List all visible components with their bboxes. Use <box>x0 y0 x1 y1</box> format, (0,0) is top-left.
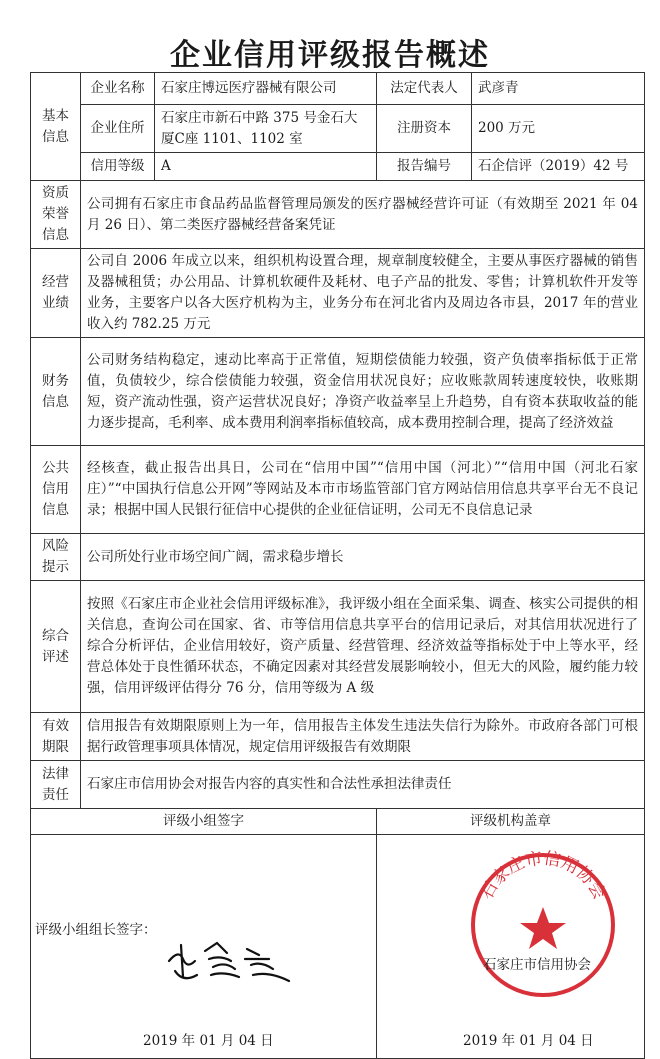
report-no-label: 报告编号 <box>377 153 472 181</box>
group-signature-date: 2019 年 01 月 04 日 <box>143 1033 274 1049</box>
performance-label: 经营业绩 <box>31 249 81 338</box>
performance-text: 公司自 2006 年成立以来，组织机构设置合理，规章制度较健全，主要从事医疗器械的销售及器械租赁；办公用品、计算机软硬件及耗材、电子产品的批发、零售；计算机软件开发等业务，主要客户以各大医疗机构为主，业务分布在河北省内及周边各市县，2017 年的营业收入约 782.25 万元 <box>81 249 645 338</box>
official-seal <box>463 845 623 1005</box>
qualification-label: 资质荣誉信息 <box>31 181 81 249</box>
public-credit-label: 公共信用信息 <box>31 446 81 534</box>
validity-text: 信用报告有效期限原则上为一年，信用报告主体发生违法失信行为除外。市政府各部门可根据行政管理事项具体情况，规定信用评级报告有效期限 <box>81 713 645 761</box>
credit-grade-label: 信用等级 <box>81 153 155 181</box>
handwritten-signature <box>161 931 321 991</box>
credit-grade: A <box>155 153 377 181</box>
agency-name: 石家庄市信用协会 <box>483 957 591 973</box>
group-signature-header: 评级小组签字 <box>31 809 377 835</box>
qualification-text: 公司拥有石家庄市食品药品监督管理局颁发的医疗器械经营许可证（有效期至 2021 年 04 月 26 日）、第二类医疗器械经营备案凭证 <box>81 181 645 249</box>
finance-text: 公司财务结构稳定，速动比率高于正常值，短期偿债能力较强，资产负债率指标低于正常值，负债较少，综合偿债能力较强，资金信用状况良好；应收账款周转速度较快，收账期短，资产流动性强，资产运营状况良好；净资产收益率呈上升趋势，自有资本获取收益的能力逐步提高，毛利率、成本费用利润率指标值较高，成本费用控制合理，提高了经济效益 <box>81 338 645 446</box>
capital: 200 万元 <box>472 105 645 153</box>
report-title: 企业信用评级报告概述 <box>170 38 490 73</box>
group-signature-cell <box>31 835 377 1059</box>
company-name: 石家庄博远医疗器械有限公司 <box>155 73 377 105</box>
report-table <box>30 72 645 1059</box>
address: 石家庄市新石中路 375 号金石大厦C座 1101、1102 室 <box>155 105 377 153</box>
summary-label: 综合评述 <box>31 581 81 713</box>
finance-label: 财务信息 <box>31 338 81 446</box>
address-label: 企业住所 <box>81 105 155 153</box>
leader-signature-label: 评级小组组长签字： <box>35 922 157 938</box>
validity-label: 有效期限 <box>31 713 81 761</box>
liability-text: 石家庄市信用协会对报告内容的真实性和合法性承担法律责任 <box>81 761 645 809</box>
company-name-label: 企业名称 <box>81 73 155 105</box>
legal-rep: 武彦青 <box>472 73 645 105</box>
seal-text: 石家庄市信用协会 <box>476 848 610 903</box>
agency-seal-date: 2019 年 01 月 04 日 <box>463 1033 594 1049</box>
legal-rep-label: 法定代表人 <box>377 73 472 105</box>
liability-label: 法律责任 <box>31 761 81 809</box>
report-no: 石企信评（2019）42 号 <box>472 153 645 181</box>
risk-label: 风险提示 <box>31 534 81 581</box>
capital-label: 注册资本 <box>377 105 472 153</box>
basic-info-label: 基本信息 <box>31 73 81 181</box>
risk-text: 公司所处行业市场空间广阔，需求稳步增长 <box>81 534 645 581</box>
public-credit-text: 经核查，截止报告出具日，公司在“信用中国”“信用中国（河北）”“信用中国（河北石家庄）”“中国执行信息公开网”等网站及本市市场监管部门官方网站信用信息共享平台无不良记录；根据中国人民银行征信中心提供的企业征信证明，公司无不良信息记录 <box>81 446 645 534</box>
agency-seal-header: 评级机构盖章 <box>377 809 645 835</box>
summary-text: 按照《石家庄市企业社会信用评级标准》，我评级小组在全面采集、调查、核实公司提供的相关信息，查询公司在国家、省、市等信用信息共享平台的信用记录后，对其信用状况进行了综合分析评估，企业信用较好，资产质量、经营管理、经济效益等指标处于中上等水平，经营总体处于良性循环状态，不确定因素对其经营发展影响较小，但无大的风险，履约能力较强，信用评级评估得分 76 分，信用等级为 A 级 <box>81 581 645 713</box>
agency-seal-cell <box>377 835 645 1059</box>
